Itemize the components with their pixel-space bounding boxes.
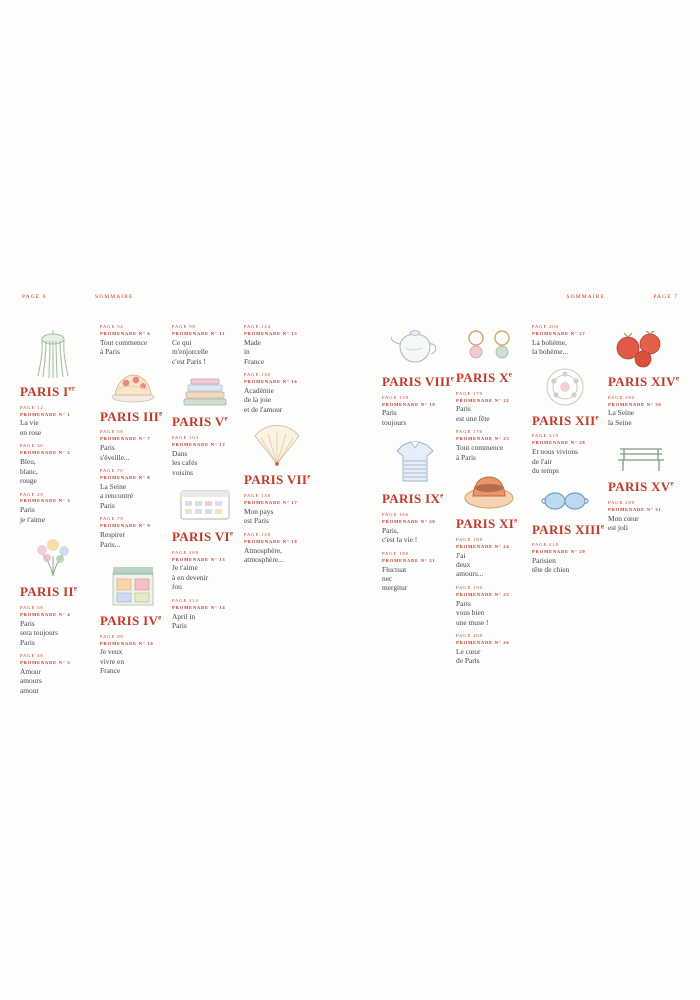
entry-title: Mon pays est Paris xyxy=(244,506,274,526)
entry-promenade-number: PROMENADE N° 11 xyxy=(172,330,226,336)
entry-title: Tout commence à Paris xyxy=(456,443,504,462)
shop-front-illustration xyxy=(100,557,166,609)
entry-promenade-number: PROMENADE N° 3 xyxy=(20,498,71,504)
tomatoes-illustration xyxy=(608,326,674,370)
toc-column-2 xyxy=(100,318,166,678)
toc-column-3 xyxy=(172,318,238,633)
running-head-page-left: PAGE 6 xyxy=(22,294,47,300)
entry-title: Paris s'éveille... xyxy=(100,443,130,462)
entry-page-number: PAGE 109 xyxy=(172,549,199,555)
entry-promenade-number: PROMENADE N° 15 xyxy=(244,330,298,336)
heading-ordinal-suffix: e xyxy=(514,516,518,525)
entry-promenade-number: PROMENADE N° 10 xyxy=(100,640,154,646)
entry-page-number: PAGE 208 xyxy=(456,633,483,639)
entry-page-number: PAGE 124 xyxy=(244,324,271,329)
toc-entry[interactable] xyxy=(456,391,522,424)
entry-title: Amour amours amour xyxy=(20,666,42,695)
entry-promenade-number: PROMENADE N° 26 xyxy=(456,639,510,645)
entry-title: Fluctuat nec mergitur xyxy=(382,564,408,593)
entry-promenade-number: PROMENADE N° 28 xyxy=(532,440,586,446)
entry-page-number: PAGE 280 xyxy=(608,394,635,400)
bouquet-illustration xyxy=(20,532,86,580)
heading-ordinal-suffix: e xyxy=(670,480,674,489)
arrondissement-heading[interactable]: PARIS XIIe xyxy=(532,412,599,428)
entry-title: Je veux vivre en France xyxy=(100,647,125,676)
heading-ordinal-suffix: e xyxy=(675,374,680,383)
entry-page-number: PAGE 176 xyxy=(456,429,483,435)
entry-promenade-number: PROMENADE N° 17 xyxy=(244,499,298,505)
calendar-illustration xyxy=(172,485,238,525)
toc-entry[interactable] xyxy=(100,634,166,676)
entry-title: Respirer Paris... xyxy=(100,530,126,549)
entry-promenade-number: PROMENADE N° 7 xyxy=(100,436,151,442)
entry-page-number: PAGE 166 xyxy=(382,512,409,517)
entry-title: La vie en rose xyxy=(20,418,42,437)
entry-title: La Seine la Seine xyxy=(608,408,635,427)
arrondissement-heading[interactable]: PARIS Xe xyxy=(456,370,513,385)
entry-promenade-number: PROMENADE N° 5 xyxy=(20,659,71,665)
entry-title: La bohème, la bohème... xyxy=(532,337,569,357)
toc-entry[interactable] xyxy=(20,492,86,525)
toc-column-4 xyxy=(244,318,310,566)
toc-entry[interactable] xyxy=(244,493,310,526)
entry-page-number: PAGE 170 xyxy=(456,390,483,396)
entry-page-number: PAGE 138 xyxy=(244,493,271,499)
entry-promenade-number: PROMENADE N° 24 xyxy=(456,543,510,549)
entry-title: Paris toujours xyxy=(382,408,407,427)
entry-title: Paris vous bien une muse ! xyxy=(456,598,489,627)
entry-promenade-number: PROMENADE N° 22 xyxy=(456,397,510,403)
toc-entry[interactable] xyxy=(20,653,86,695)
entry-title: Parisien tête de chien xyxy=(532,555,570,575)
entry-promenade-number: PROMENADE N° 23 xyxy=(456,436,510,442)
entry-promenade-number: PROMENADE N° 4 xyxy=(20,611,71,617)
toc-entry[interactable] xyxy=(532,324,598,357)
toc-column-8 xyxy=(608,318,680,535)
entry-title: Ce qui m'enjorcelle c'est Paris ! xyxy=(172,337,209,366)
arrondissement-heading[interactable]: PARIS IXe xyxy=(382,491,444,507)
toc-entry[interactable] xyxy=(20,405,86,438)
goggles-illustration xyxy=(532,484,598,518)
striped-shirt-illustration xyxy=(382,435,448,487)
toc-column-5 xyxy=(382,318,455,595)
toc-entry[interactable] xyxy=(456,585,522,627)
entry-title: Bleu, blanc, rouge xyxy=(20,457,38,486)
entry-promenade-number: PROMENADE N° 2 xyxy=(20,450,71,456)
entry-title: Le cœur de Paris xyxy=(456,646,481,666)
entry-promenade-number: PROMENADE N° 31 xyxy=(608,506,662,512)
books-illustration xyxy=(172,374,238,410)
heading-ordinal-suffix: e xyxy=(440,492,444,501)
bench-illustration xyxy=(608,435,674,475)
entry-page-number: PAGE 12 xyxy=(20,404,44,410)
toc-entry[interactable] xyxy=(244,532,310,565)
entry-page-number: PAGE 218 xyxy=(532,542,559,548)
entry-title: Paris, c'est la vie ! xyxy=(382,525,418,545)
entry-title: Atmosphère, atmosphère... xyxy=(244,545,284,564)
toc-entry[interactable] xyxy=(100,429,166,462)
entry-page-number: PAGE 98 xyxy=(172,324,196,329)
entry-title: Made in France xyxy=(244,337,265,366)
heading-ordinal-suffix: e xyxy=(73,584,78,593)
entry-page-number: PAGE 38 xyxy=(20,604,44,610)
entry-page-number: PAGE 200 xyxy=(532,324,559,329)
arrondissement-heading[interactable]: PARIS Ve xyxy=(172,414,228,430)
entry-title: April in Paris xyxy=(172,611,196,631)
entry-promenade-number: PROMENADE N° 13 xyxy=(172,556,226,562)
heading-ordinal-suffix: e xyxy=(450,374,455,383)
arrondissement-heading[interactable]: PARIS VIIe xyxy=(244,472,311,488)
entry-page-number: PAGE 188 xyxy=(456,536,483,542)
toc-entry[interactable] xyxy=(20,605,86,647)
entry-promenade-number: PROMENADE N° 8 xyxy=(100,474,151,480)
entry-promenade-number: PROMENADE N° 21 xyxy=(382,557,436,563)
entry-page-number: PAGE 130 xyxy=(244,372,271,378)
toc-entry[interactable] xyxy=(172,550,238,592)
heading-ordinal-suffix: e xyxy=(508,370,513,379)
toc-entry[interactable] xyxy=(172,435,238,477)
entry-title: J'ai deux amours... xyxy=(456,550,484,579)
heading-ordinal-suffix: e xyxy=(224,414,228,423)
heading-ordinal-suffix: e xyxy=(229,529,234,538)
entry-page-number: PAGE 78 xyxy=(100,516,124,522)
running-head-sommaire-right: SOMMAIRE xyxy=(566,294,605,300)
heading-ordinal-suffix: er xyxy=(68,384,76,393)
heading-ordinal-suffix: e xyxy=(159,409,163,418)
toc-entry[interactable] xyxy=(100,324,166,357)
entry-title: Je t'aime à en devenir fou xyxy=(172,563,209,592)
arrondissement-heading[interactable]: PARIS IVe xyxy=(100,612,162,628)
arrondissement-heading[interactable]: PARIS IIe xyxy=(20,584,78,600)
arrondissement-heading[interactable]: PARIS IIIe xyxy=(100,408,163,424)
heading-ordinal-suffix: e xyxy=(158,613,162,622)
toc-entry[interactable] xyxy=(532,433,598,475)
entry-title: Tout commence à Paris xyxy=(100,337,148,357)
hat-illustration xyxy=(456,470,522,512)
entry-page-number: PAGE 48 xyxy=(20,653,44,659)
entry-promenade-number: PROMENADE N° 9 xyxy=(100,523,151,529)
toc-entry[interactable] xyxy=(456,633,522,666)
toc-entry[interactable] xyxy=(172,598,238,631)
running-head-sommaire-left: SOMMAIRE xyxy=(95,294,134,300)
entry-title: Paris sera toujours Paris xyxy=(20,618,58,647)
toc-entry[interactable] xyxy=(532,542,598,575)
entry-page-number: PAGE 148 xyxy=(244,531,271,537)
entry-page-number: PAGE 70 xyxy=(100,468,124,474)
toc-entry[interactable] xyxy=(382,551,448,593)
entry-promenade-number: PROMENADE N° 16 xyxy=(244,379,298,385)
toc-entry[interactable] xyxy=(382,395,448,428)
entry-promenade-number: PROMENADE N° 27 xyxy=(532,330,586,336)
toc-entry[interactable] xyxy=(100,468,166,510)
running-head-page-right: PAGE 7 xyxy=(653,294,678,300)
entry-page-number: PAGE 54 xyxy=(100,324,124,329)
arrondissement-heading[interactable]: PARIS XIe xyxy=(456,516,518,532)
entry-title: La Seine a rencontré Paris xyxy=(100,481,134,510)
entry-promenade-number: PROMENADE N° 14 xyxy=(172,604,226,610)
arrondissement-heading[interactable]: PARIS Ier xyxy=(20,384,76,399)
toc-entry[interactable] xyxy=(608,500,674,533)
arrondissement-heading[interactable]: PARIS XIVe xyxy=(608,374,680,389)
toc-entry[interactable] xyxy=(608,395,674,428)
plate-illustration xyxy=(532,365,598,409)
entry-page-number: PAGE 104 xyxy=(172,434,199,440)
entry-page-number: PAGE 114 xyxy=(172,597,199,603)
entry-page-number: PAGE 196 xyxy=(456,584,483,590)
toc-column-1 xyxy=(20,318,86,697)
heading-ordinal-suffix: e xyxy=(307,473,311,482)
entry-promenade-number: PROMENADE N° 12 xyxy=(172,441,226,447)
toc-entry[interactable] xyxy=(20,443,86,485)
entry-title: Paris je t'aime xyxy=(20,505,45,524)
toc-entry[interactable] xyxy=(100,516,166,549)
heading-ordinal-suffix: e xyxy=(595,413,599,422)
toc-entry[interactable] xyxy=(382,512,448,545)
entry-title: Paris est une fête xyxy=(456,404,490,423)
arrondissement-heading[interactable]: PARIS VIe xyxy=(172,529,234,545)
entry-promenade-number: PROMENADE N° 29 xyxy=(532,549,586,555)
fan-illustration xyxy=(244,422,310,468)
entry-promenade-number: PROMENADE N° 25 xyxy=(456,591,510,597)
toc-entry[interactable] xyxy=(244,372,310,414)
pastry-illustration xyxy=(100,365,166,405)
toc-entry[interactable] xyxy=(172,324,238,366)
arrondissement-heading[interactable]: PARIS XIIIe xyxy=(532,521,605,537)
entry-page-number: PAGE 180 xyxy=(382,550,409,556)
entry-promenade-number: PROMENADE N° 20 xyxy=(382,518,436,524)
arrondissement-heading[interactable]: PARIS VIIIe xyxy=(382,374,455,389)
entry-page-number: PAGE 288 xyxy=(608,500,635,505)
entry-promenade-number: PROMENADE N° 30 xyxy=(608,401,662,407)
teapot-illustration xyxy=(382,326,448,370)
entry-page-number: PAGE 58 xyxy=(100,429,124,435)
earrings-illustration xyxy=(456,326,522,366)
entry-page-number: PAGE 28 xyxy=(20,491,44,497)
entry-promenade-number: PROMENADE N° 19 xyxy=(382,401,436,407)
entry-title: Et nous vivions de l'air du temps xyxy=(532,447,578,476)
tassel-illustration xyxy=(20,326,86,380)
entry-promenade-number: PROMENADE N° 6 xyxy=(100,330,151,336)
entry-title: Mon cœur est joli xyxy=(608,513,639,533)
entry-page-number: PAGE 20 xyxy=(20,443,44,449)
toc-entry[interactable] xyxy=(456,537,522,579)
entry-promenade-number: PROMENADE N° 1 xyxy=(20,411,71,417)
entry-title: Dans les cafés voisins xyxy=(172,448,198,477)
entry-page-number: PAGE 210 xyxy=(532,433,559,439)
toc-entry[interactable] xyxy=(456,429,522,462)
entry-promenade-number: PROMENADE N° 18 xyxy=(244,538,298,544)
toc-entry[interactable] xyxy=(244,324,310,366)
entry-page-number: PAGE 88 xyxy=(100,633,124,639)
toc-column-7 xyxy=(532,318,605,577)
entry-title: Académie de la joie et de l'amour xyxy=(244,385,283,414)
entry-page-number: PAGE 158 xyxy=(382,394,409,400)
heading-ordinal-suffix: e xyxy=(600,522,605,531)
toc-column-6 xyxy=(456,318,522,668)
arrondissement-heading[interactable]: PARIS XVe xyxy=(608,479,674,495)
